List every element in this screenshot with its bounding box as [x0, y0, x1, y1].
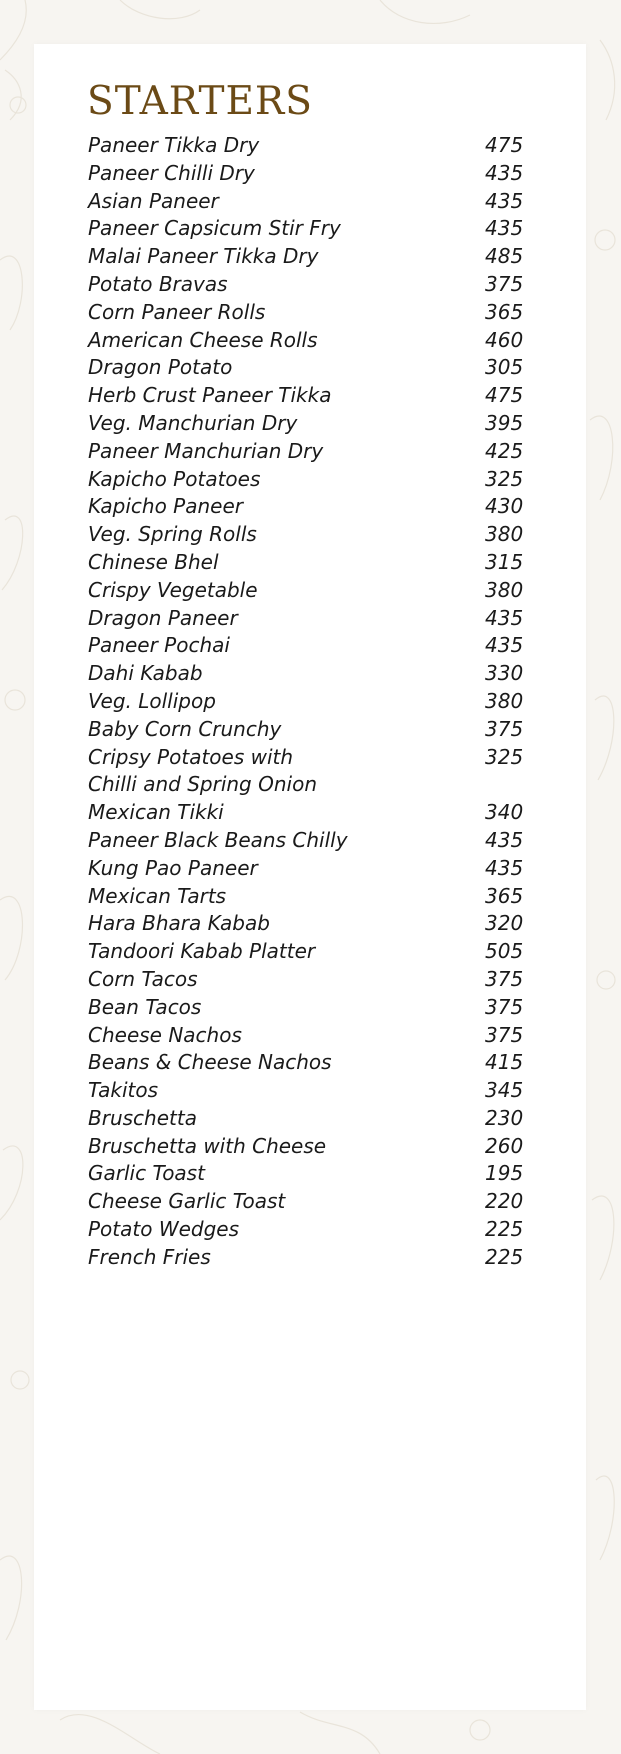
menu-item [88, 827, 533, 855]
menu-item-price: 220 [485, 1189, 524, 1214]
menu-item-name: Mexican Tikki [88, 800, 224, 825]
menu-item-price: 375 [485, 716, 524, 741]
menu-item [88, 577, 533, 605]
menu-item [88, 1022, 533, 1050]
menu-item [88, 493, 533, 521]
menu-item [88, 994, 533, 1022]
menu-item [88, 938, 533, 966]
menu-item-name: Dragon Potato [88, 355, 233, 380]
menu-item-name: Veg. Spring Rolls [88, 522, 257, 547]
menu-item [88, 354, 533, 382]
menu-item [88, 549, 533, 577]
menu-item-price: 325 [485, 466, 524, 491]
menu-item [88, 632, 533, 660]
menu-item [88, 799, 533, 827]
menu-item-price: 475 [485, 383, 524, 408]
menu-item-price: 395 [485, 410, 524, 435]
menu-item [88, 1077, 533, 1105]
menu-item-price: 315 [485, 549, 524, 574]
menu-item [88, 438, 533, 466]
menu-item-price: 375 [485, 994, 524, 1019]
menu-item [88, 188, 533, 216]
menu-item [88, 243, 533, 271]
menu-item [88, 410, 533, 438]
menu-item-name: Bruschetta with Cheese [88, 1133, 327, 1158]
menu-item-name: Takitos [88, 1078, 159, 1103]
menu-item-name: Tandoori Kabab Platter [88, 939, 316, 964]
menu-item-name: Paneer Pochai [88, 633, 230, 658]
menu-item [88, 1160, 533, 1188]
menu-item [88, 521, 533, 549]
menu-item-name: Veg. Lollipop [88, 688, 216, 713]
menu-item [88, 855, 533, 883]
menu-item-price: 260 [485, 1133, 524, 1158]
menu-item [88, 883, 533, 911]
menu-item [88, 1244, 533, 1272]
menu-item-name: French Fries [88, 1244, 211, 1269]
menu-item-name: Paneer Tikka Dry [88, 133, 260, 157]
menu-item-price: 375 [485, 966, 524, 991]
menu-item-price: 430 [485, 494, 524, 519]
menu-item-price: 460 [485, 327, 524, 352]
menu-item-price: 435 [485, 827, 524, 852]
menu-item-price: 435 [485, 633, 524, 658]
menu-item-price: 325 [485, 744, 524, 769]
menu-item-name: Potato Wedges [88, 1217, 240, 1242]
menu-item [88, 744, 533, 800]
menu-item-name: Corn Paneer Rolls [88, 299, 266, 324]
menu-item-price: 435 [485, 216, 524, 241]
menu-item-name: Asian Paneer [88, 188, 219, 213]
menu-item-price: 345 [485, 1078, 524, 1103]
menu-item-name: Herb Crust Paneer Tikka [88, 383, 332, 408]
menu-item-name: Mexican Tarts [88, 883, 227, 908]
menu-item-name: Cheese Garlic Toast [88, 1189, 286, 1214]
menu-item-price: 365 [485, 299, 524, 324]
menu-item-name: Bean Tacos [88, 994, 202, 1019]
menu-item-price: 380 [485, 577, 524, 602]
menu-item [88, 215, 533, 243]
menu-item [88, 716, 533, 744]
menu-item-name: Kung Pao Paneer [88, 855, 258, 880]
menu-item [88, 327, 533, 355]
menu-item-price: 380 [485, 688, 524, 713]
menu-item [88, 160, 533, 188]
menu-list [88, 132, 533, 1272]
section-title: STARTERS [87, 79, 314, 124]
menu-item [88, 605, 533, 633]
menu-item-name: Corn Tacos [88, 966, 198, 991]
menu-item [88, 132, 533, 160]
menu-item [88, 1049, 533, 1077]
menu-item-name: American Cheese Rolls [88, 327, 318, 352]
menu-item-name: Bruschetta [88, 1105, 197, 1130]
menu-item-price: 230 [485, 1105, 524, 1130]
menu-item [88, 1188, 533, 1216]
menu-item-price: 225 [485, 1244, 524, 1269]
menu-item-price: 330 [485, 661, 524, 686]
menu-item-name: Paneer Chilli Dry [88, 160, 255, 185]
menu-item-price: 375 [485, 271, 524, 296]
menu-item-price: 435 [485, 605, 524, 630]
menu-item-price: 435 [485, 160, 524, 185]
menu-item-name: Kapicho Potatoes [88, 466, 261, 491]
menu-item-name: Chinese Bhel [88, 549, 219, 574]
menu-item-price: 320 [485, 911, 524, 936]
menu-item-price: 380 [485, 522, 524, 547]
menu-item [88, 382, 533, 410]
menu-item [88, 1216, 533, 1244]
menu-item-price: 475 [485, 133, 524, 157]
menu-item-price: 365 [485, 883, 524, 908]
menu-item [88, 299, 533, 327]
menu-item-price: 305 [485, 355, 524, 380]
menu-item [88, 660, 533, 688]
menu-item-price: 485 [485, 244, 524, 269]
menu-item [88, 966, 533, 994]
menu-item-name: Paneer Black Beans Chilly [88, 827, 348, 852]
menu-item-price: 195 [485, 1161, 524, 1186]
menu-item-price: 435 [485, 188, 524, 213]
menu-item-price: 425 [485, 438, 524, 463]
menu-item [88, 466, 533, 494]
menu-item-name: Malai Paneer Tikka Dry [88, 244, 319, 269]
menu-item-name: Paneer Capsicum Stir Fry [88, 216, 341, 241]
menu-item [88, 910, 533, 938]
menu-item-price: 225 [485, 1217, 524, 1242]
menu-item-price: 415 [485, 1050, 524, 1075]
menu-item-name: Potato Bravas [88, 271, 228, 296]
menu-item [88, 1133, 533, 1161]
menu-item-name: Kapicho Paneer [88, 494, 243, 519]
menu-item-name: Crispy Vegetable [88, 577, 258, 602]
menu-item-name: Garlic Toast [88, 1161, 205, 1186]
menu-item-price: 375 [485, 1022, 524, 1047]
menu-item-name: Paneer Manchurian Dry [88, 438, 324, 463]
menu-item-name: Hara Bhara Kabab [88, 911, 270, 936]
menu-item-name: Beans & Cheese Nachos [88, 1050, 332, 1075]
menu-item [88, 1105, 533, 1133]
menu-item-name: Veg. Manchurian Dry [88, 410, 298, 435]
menu-item [88, 271, 533, 299]
menu-item [88, 688, 533, 716]
menu-item-name: Dragon Paneer [88, 605, 238, 630]
menu-item-name: Dahi Kabab [88, 661, 203, 686]
menu-item-name: Baby Corn Crunchy [88, 716, 282, 741]
menu-item-name: Cripsy Potatoes with Chilli and Spring Onion [88, 744, 317, 797]
menu-item-price: 505 [485, 939, 524, 964]
menu-item-price: 340 [485, 800, 524, 825]
menu-item-name: Cheese Nachos [88, 1022, 242, 1047]
menu-item-price: 435 [485, 855, 524, 880]
